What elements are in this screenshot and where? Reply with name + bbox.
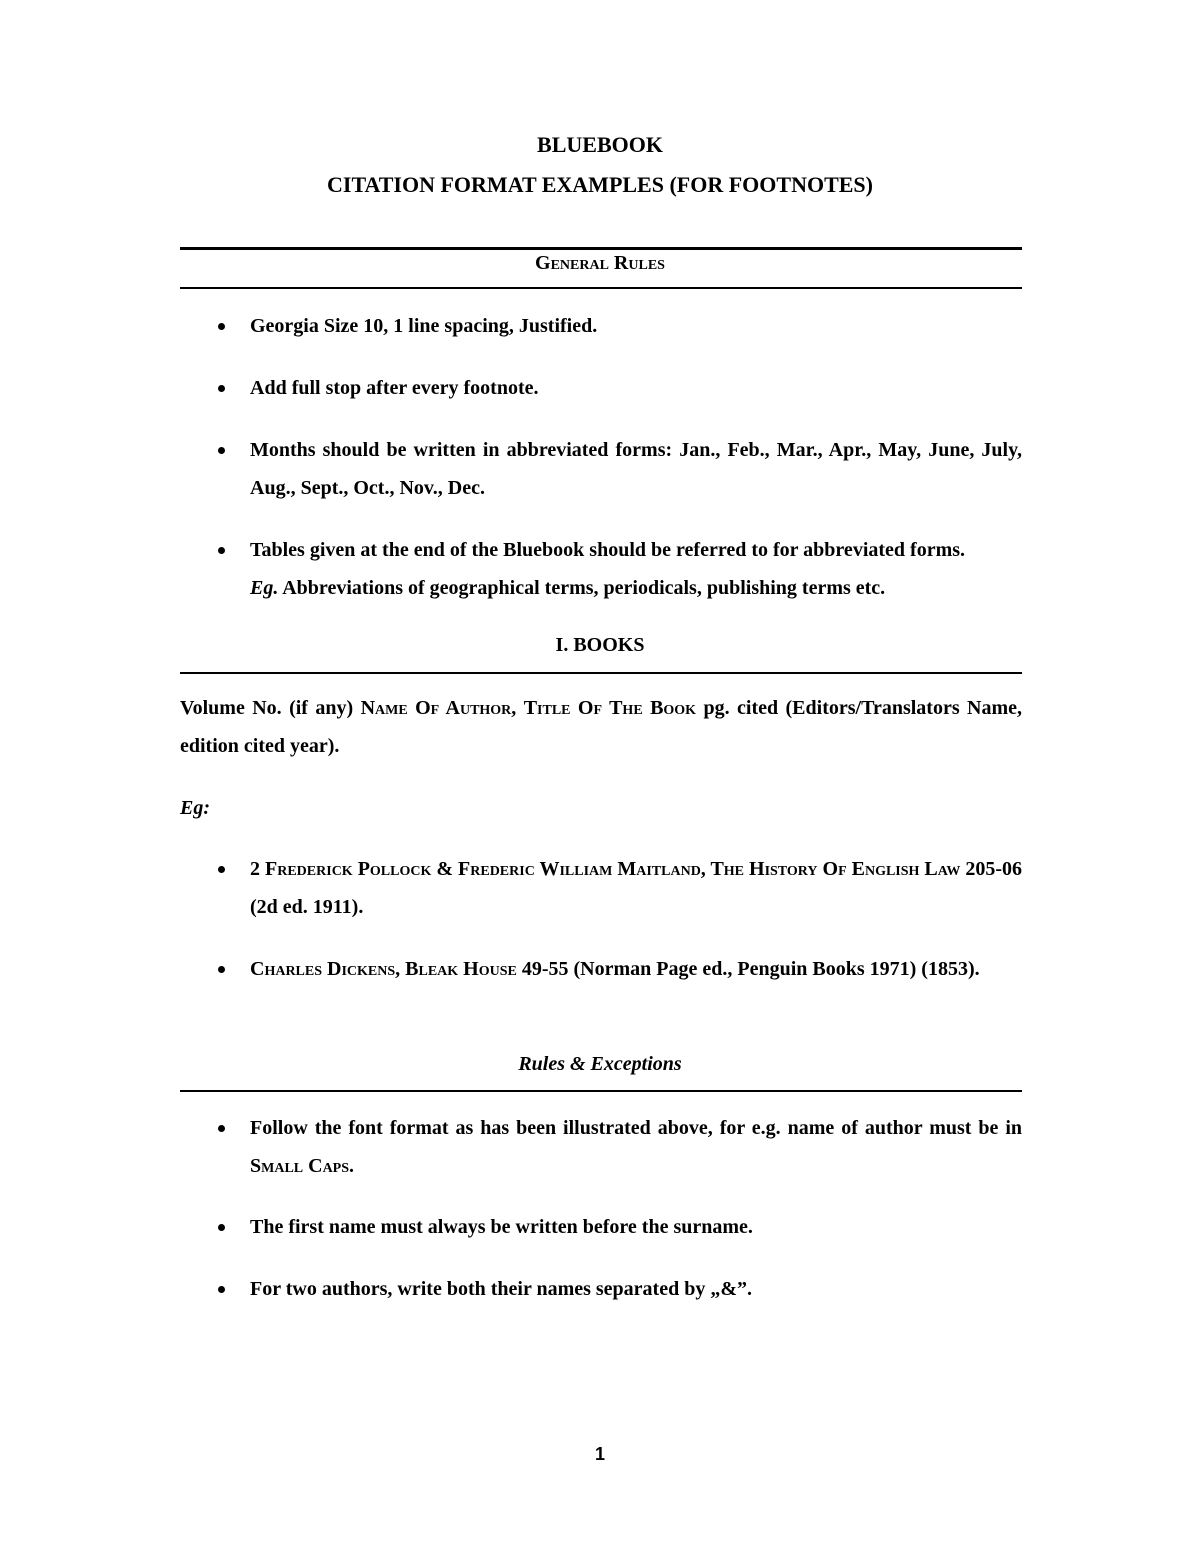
format-part2: pg. cited (Editors/Translators Name, edition cited year). bbox=[180, 697, 1022, 757]
page-number: 1 bbox=[594, 1444, 605, 1464]
bullet-icon bbox=[218, 447, 225, 454]
rule-end: . bbox=[349, 1155, 355, 1177]
list-item-text bbox=[250, 531, 1022, 607]
rules-exceptions-heading: Rules & Exceptions bbox=[518, 1053, 682, 1075]
list-item-text: The first name must always be written before the surname. bbox=[250, 1216, 753, 1238]
bullet-icon bbox=[218, 966, 225, 973]
eg-label: Eg: bbox=[180, 797, 210, 819]
bullet-icon bbox=[218, 866, 225, 873]
example-names: Charles Dickens, Bleak House bbox=[250, 958, 517, 980]
list-item-text: Months should be written in abbreviated forms: Jan., Feb., Mar., Apr., May, June, July, Aug., Sept., Oct., Nov., Dec. bbox=[250, 439, 1022, 499]
bullet-icon bbox=[218, 1286, 225, 1293]
list-item-text: Georgia Size 10, 1 line spacing, Justified. bbox=[250, 315, 598, 337]
list-item-text bbox=[250, 1109, 1022, 1185]
document-subtitle: CITATION FORMAT EXAMPLES (FOR FOOTNOTES) bbox=[327, 172, 873, 197]
example-names: Frederick Pollock & Frederic William Maitland, The History Of English Law bbox=[265, 858, 961, 880]
bullet-icon bbox=[218, 323, 225, 330]
format-sep: , bbox=[511, 697, 524, 719]
format-part1: Volume No. (if any) bbox=[180, 697, 361, 719]
books-heading: I. BOOKS bbox=[555, 634, 645, 656]
books-format bbox=[180, 689, 1022, 765]
document-title: BLUEBOOK bbox=[537, 132, 663, 157]
section-rule-bottom bbox=[180, 287, 1022, 289]
rule-text: Follow the font format as has been illustrated above, for e.g. name of author must be in bbox=[250, 1117, 1022, 1139]
list-item-text: Add full stop after every footnote. bbox=[250, 377, 539, 399]
section-rule-top bbox=[180, 247, 1022, 250]
example-prefix: Eg. bbox=[250, 577, 279, 599]
bullet-icon bbox=[218, 385, 225, 392]
list-item-text: For two authors, write both their names separated by „&”. bbox=[250, 1278, 753, 1300]
example-rest: 49-55 (Norman Page ed., Penguin Books 1971) (1853). bbox=[516, 958, 980, 980]
list-item-text bbox=[250, 950, 1022, 988]
list-item-main-text: Tables given at the end of the Bluebook should be referred to for abbreviated forms. bbox=[250, 539, 966, 561]
example-rest: 205-06 (2d ed. 1911). bbox=[250, 858, 1022, 918]
bullet-icon bbox=[218, 1224, 225, 1231]
example-text: Abbreviations of geographical terms, periodicals, publishing terms etc. bbox=[278, 577, 886, 599]
list-item-text bbox=[250, 850, 1022, 926]
rule-small-caps: Small Caps bbox=[250, 1155, 350, 1177]
bullet-icon bbox=[218, 1125, 225, 1132]
books-rule bbox=[180, 672, 1022, 674]
bullet-icon bbox=[218, 547, 225, 554]
format-title: Title Of The Book bbox=[523, 697, 697, 719]
format-author: Name Of Author bbox=[360, 697, 512, 719]
rules-exceptions-rule bbox=[180, 1090, 1022, 1092]
example-prefix: 2 bbox=[250, 858, 266, 880]
general-rules-heading: General Rules bbox=[535, 252, 665, 274]
